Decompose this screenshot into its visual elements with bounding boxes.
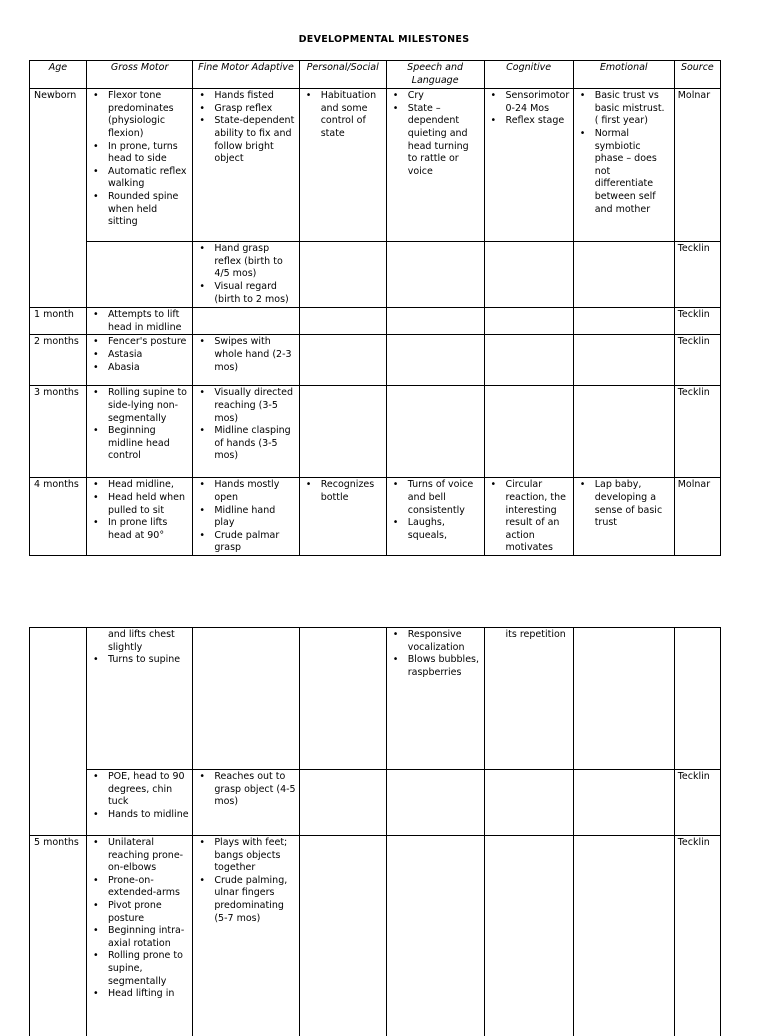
speech-cell [386,770,484,836]
list-item: • Basic trust vs basic mistrust. ( first year) [595,90,671,128]
list-item: • Hands fisted [214,90,295,103]
bullet-list [390,90,481,178]
cognitive-cell [484,628,573,770]
emotional-cell [573,89,674,242]
bullet-list [196,479,295,555]
bullet-list [196,771,295,809]
list-item: • State-dependent ability to fix and follow bright object [214,115,295,165]
bullet-list [390,629,481,679]
age-cell: 4 months [30,478,87,556]
list-item: • Responsive vocalization [408,629,481,654]
list-item: • Grasp reflex [214,103,295,116]
personal-social-cell [299,308,386,335]
list-item: • Circular reaction, the interesting result of an action motivates [506,479,570,555]
list-item: • Hands to midline [108,809,189,822]
personal-social-cell [299,770,386,836]
header-source: Source [674,61,720,89]
bullet-list [90,90,189,229]
source-cell: Tecklin [674,308,720,335]
bullet-list [90,837,189,1001]
speech-cell [386,89,484,242]
fine-motor-cell [193,770,299,836]
list-item: • Beginning intra-axial rotation [108,925,189,950]
age-cell: 5 months [30,836,87,1036]
source-cell: Tecklin [674,242,720,308]
list-item: • Crude palmar grasp [214,530,295,555]
age-cell: Newborn [30,89,87,308]
gross-motor-cell [86,770,192,836]
bullet-list [196,336,295,374]
speech-cell [386,242,484,308]
list-item: • Reflex stage [506,115,570,128]
table-row [30,836,721,1036]
list-item: • Visual regard (birth to 2 mos) [214,281,295,306]
speech-cell [386,335,484,386]
source-cell: Molnar [674,478,720,556]
age-cell: 3 months [30,386,87,478]
bullet-list [196,243,295,306]
list-item: • Hand grasp reflex (birth to 4/5 mos) [214,243,295,281]
personal-social-cell [299,478,386,556]
emotional-cell [573,836,674,1036]
list-item: • Turns of voice and bell consistently [408,479,481,517]
list-item: • Pivot prone posture [108,900,189,925]
milestones-table-part-2 [29,627,721,1036]
emotional-cell [573,628,674,770]
list-item: • Lap baby, developing a sense of basic trust [595,479,671,529]
list-item: • Habituation and some control of state [321,90,383,140]
list-item: • Astasia [108,349,189,362]
table-row [30,308,721,335]
gross-motor-cell [86,335,192,386]
source-cell: Molnar [674,89,720,242]
list-item: • Head lifting in [108,988,189,1001]
list-item: • Beginning midline head control [108,425,189,463]
speech-cell [386,836,484,1036]
header-fine-motor: Fine Motor Adaptive [193,61,299,89]
header-speech-language: Speech and Language [386,61,484,89]
fine-motor-cell [193,836,299,1036]
bullet-list [90,654,189,667]
fine-motor-cell [193,308,299,335]
bullet-list [303,479,383,504]
age-cell: 1 month [30,308,87,335]
speech-cell [386,478,484,556]
header-gross-motor: Gross Motor [86,61,192,89]
fine-motor-cell [193,478,299,556]
list-item: • Attempts to lift head in midline [108,309,189,334]
speech-cell [386,308,484,335]
bullet-list [90,771,189,821]
continued-text: its repetition [505,629,566,640]
list-item: • Plays with feet; bangs objects together [214,837,295,875]
table-row [30,770,721,836]
personal-social-cell [299,386,386,478]
list-item: • Flexor tone predominates (physiologic flexion) [108,90,189,140]
gross-motor-cell [86,836,192,1036]
header-cognitive: Cognitive [484,61,573,89]
emotional-cell [573,242,674,308]
table-row [30,89,721,242]
fine-motor-cell [193,335,299,386]
emotional-cell [573,478,674,556]
personal-social-cell [299,628,386,770]
bullet-list [90,336,189,374]
list-item: • Unilateral reaching prone-on-elbows [108,837,189,875]
list-item: • Turns to supine [108,654,189,667]
list-item: • Visually directed reaching (3-5 mos) [214,387,295,425]
list-item: • Midline clasping of hands (3-5 mos) [214,425,295,463]
cognitive-cell [484,770,573,836]
bullet-list [488,479,570,555]
bullet-list [90,479,189,542]
list-item: • Hands mostly open [214,479,295,504]
list-item: • Swipes with whole hand (2-3 mos) [214,336,295,374]
list-item: • Crude palming, ulnar fingers predominating (5-7 mos) [214,875,295,925]
fine-motor-cell [193,628,299,770]
list-item: • Head midline, [108,479,189,492]
emotional-cell [573,335,674,386]
table-row [30,386,721,478]
list-item: • Sensorimotor 0-24 Mos [506,90,570,115]
bullet-list [196,387,295,463]
personal-social-cell [299,836,386,1036]
list-item: • Prone-on-extended-arms [108,875,189,900]
bullet-list [90,309,189,334]
source-cell: Tecklin [674,770,720,836]
list-item: • Rolling supine to side-lying non-segmentally [108,387,189,425]
bullet-list [90,387,189,463]
personal-social-cell [299,242,386,308]
cognitive-cell [484,89,573,242]
milestones-table-part-1 [29,60,721,556]
age-cell [30,628,87,836]
table-row [30,478,721,556]
list-item: • In prone, turns head to side [108,141,189,166]
list-item: • Fencer's posture [108,336,189,349]
list-item: • Abasia [108,362,189,375]
list-item: • Reaches out to grasp object (4-5 mos) [214,771,295,809]
cognitive-cell [484,308,573,335]
header-personal-social: Personal/Social [299,61,386,89]
age-cell: 2 months [30,335,87,386]
personal-social-cell [299,89,386,242]
personal-social-cell [299,335,386,386]
fine-motor-cell [193,386,299,478]
cognitive-cell [484,242,573,308]
bullet-list [303,90,383,140]
list-item: • Midline hand play [214,505,295,530]
cognitive-cell [484,478,573,556]
list-item: • Cry [408,90,481,103]
gross-motor-cell [86,478,192,556]
fine-motor-cell [193,242,299,308]
cognitive-cell [484,386,573,478]
table-row [30,335,721,386]
list-item: • Rolling prone to supine, segmentally [108,950,189,988]
list-item: • Blows bubbles, raspberries [408,654,481,679]
speech-cell [386,386,484,478]
list-item: • Laughs, squeals, [408,517,481,542]
fine-motor-cell [193,89,299,242]
cognitive-cell [484,335,573,386]
gross-motor-cell [86,89,192,242]
table-row [30,628,721,770]
list-item: • Head held when pulled to sit [108,492,189,517]
continued-text: and lifts chest slightly [107,629,175,653]
bullet-list [577,90,671,216]
list-item: • Recognizes bottle [321,479,383,504]
gross-motor-cell [86,242,192,308]
gross-motor-cell [86,308,192,335]
emotional-cell [573,770,674,836]
bullet-list [390,479,481,542]
emotional-cell [573,386,674,478]
page-title: DEVELOPMENTAL MILESTONES [298,34,470,45]
list-item: • In prone lifts head at 90° [108,517,189,542]
bullet-list [488,90,570,128]
list-item: • State – dependent quieting and head turning to rattle or voice [408,103,481,179]
table-row [30,242,721,308]
gross-motor-cell [86,628,192,770]
list-item: • Automatic reflex walking [108,166,189,191]
bullet-list [577,479,671,529]
gross-motor-cell [86,386,192,478]
list-item: • Rounded spine when held sitting [108,191,189,229]
list-item: • POE, head to 90 degrees, chin tuck [108,771,189,809]
source-cell [674,628,720,770]
header-emotional: Emotional [573,61,674,89]
emotional-cell [573,308,674,335]
header-row [30,61,721,89]
bullet-list [196,837,295,925]
header-age: Age [30,61,87,89]
source-cell: Tecklin [674,386,720,478]
source-cell: Tecklin [674,335,720,386]
source-cell: Tecklin [674,836,720,1036]
bullet-list [196,90,295,166]
list-item: • Normal symbiotic phase – does not differentiate between self and mother [595,128,671,216]
cognitive-cell [484,836,573,1036]
speech-cell [386,628,484,770]
